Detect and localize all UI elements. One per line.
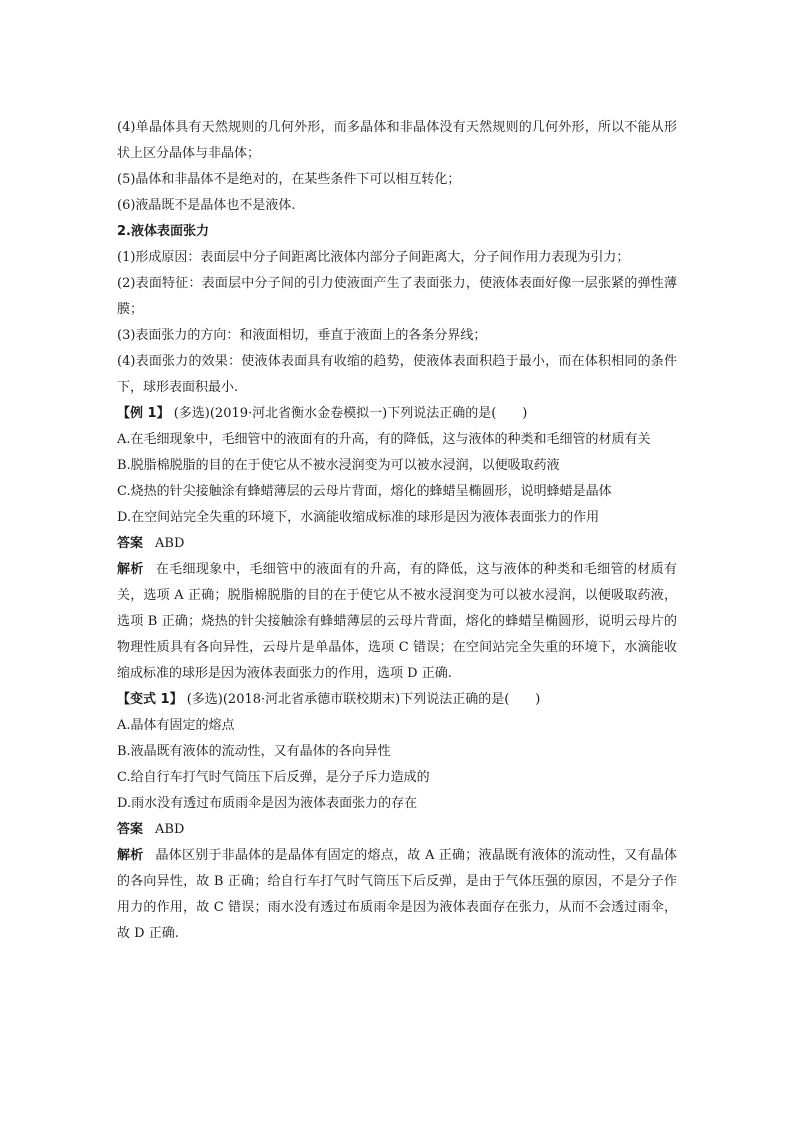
section-heading-surface-tension: 2.液体表面张力: [117, 224, 209, 239]
variant-1-question: [117, 687, 677, 713]
example-1-answer: [117, 531, 677, 557]
example-1-stem: (多选)(2019·河北省衡水金卷模拟一)下列说法正确的是( ): [169, 406, 528, 421]
answer-value: ABD: [155, 822, 185, 837]
variant-1-tag: 【变式 1】: [117, 692, 183, 707]
variant-1-option-b: B.液晶既有液体的流动性，又有晶体的各向异性: [117, 744, 391, 759]
surface-tension-item-4: (4)表面张力的效果：使液体表面具有收缩的趋势，使液体表面积趋于最小，而在体积相同的条件下，球形表面积最小.: [117, 354, 677, 395]
point-5-crystal-conversion: (5)晶体和非晶体不是绝对的，在某些条件下可以相互转化；: [117, 172, 461, 187]
example-1-option-a: A.在毛细现象中，毛细管中的液面有的升高，有的降低，这与液体的种类和毛细管的材质有关: [117, 432, 651, 447]
point-6-liquid-crystal: (6)液晶既不是晶体也不是液体.: [117, 198, 296, 213]
example-1-analysis: [117, 557, 677, 687]
answer-label: 答案: [117, 536, 144, 551]
answer-label: 答案: [117, 822, 144, 837]
variant-1-stem: (多选)(2018·河北省承德市联校期末)下列说法正确的是( ): [182, 692, 541, 707]
surface-tension-item-2: (2)表面特征：表面层中分子间的引力使液面产生了表面张力，使液体表面好像一层张紧的弹性薄膜；: [117, 276, 677, 317]
document-content: [117, 115, 677, 947]
example-1-tag: 【例 1】: [117, 406, 170, 421]
example-1-question: [117, 401, 677, 427]
variant-1-answer: [117, 817, 677, 843]
variant-1-analysis: [117, 843, 677, 947]
example-1-option-d: D.在空间站完全失重的环境下，水滴能收缩成标准的球形是因为液体表面张力的作用: [117, 510, 600, 525]
analysis-text: 在毛细现象中，毛细管中的液面有的升高，有的降低，这与液体的种类和毛细管的材质有关，选项 A 正确；脱脂棉脱脂的目的在于使它从不被水浸润变为可以被水浸润，以便吸取药液，选项 B 正确；烧热的针尖接触涂有蜂蜡薄层的云母片背面，熔化的蜂蜡呈椭圆形，说明云母片的物理性质具有各向异性，云母片是单晶体，选项 C 错误；在空间站完全失重的环境下，水滴能收缩成标准的球形是因为液体表面张力的作用，选项 D 正确.: [117, 562, 677, 681]
answer-value: ABD: [155, 536, 185, 551]
analysis-label: 解析: [117, 562, 144, 577]
example-1-option-c: C.烧热的针尖接触涂有蜂蜡薄层的云母片背面，熔化的蜂蜡呈椭圆形，说明蜂蜡是晶体: [117, 484, 612, 499]
point-4-single-crystal: (4)单晶体具有天然规则的几何外形，而多晶体和非晶体没有天然规则的几何外形，所以不能从形状上区分晶体与非晶体；: [117, 120, 677, 161]
variant-1-option-a: A.晶体有固定的熔点: [117, 718, 235, 733]
analysis-label: 解析: [117, 848, 144, 863]
example-1-option-b: B.脱脂棉脱脂的目的在于使它从不被水浸润变为可以被水浸润，以便吸取药液: [117, 458, 560, 473]
surface-tension-item-1: (1)形成原因：表面层中分子间距离比液体内部分子间距离大，分子间作用力表现为引力；: [117, 250, 630, 265]
surface-tension-item-3: (3)表面张力的方向：和液面相切，垂直于液面上的各条分界线；: [117, 328, 487, 343]
analysis-text: 晶体区别于非晶体的是晶体有固定的熔点，故 A 正确；液晶既有液体的流动性，又有晶体的各向异性，故 B 正确；给自行车打气时气筒压下后反弹，是由于气体压强的原因，不是分子作用力的作用，故 C 错误；雨水没有透过布质雨伞是因为液体表面存在张力，从而不会透过雨伞，故 D 正确.: [117, 848, 677, 941]
variant-1-option-d: D.雨水没有透过布质雨伞是因为液体表面张力的存在: [117, 796, 418, 811]
variant-1-option-c: C.给自行车打气时气筒压下后反弹，是分子斥力造成的: [117, 770, 430, 785]
